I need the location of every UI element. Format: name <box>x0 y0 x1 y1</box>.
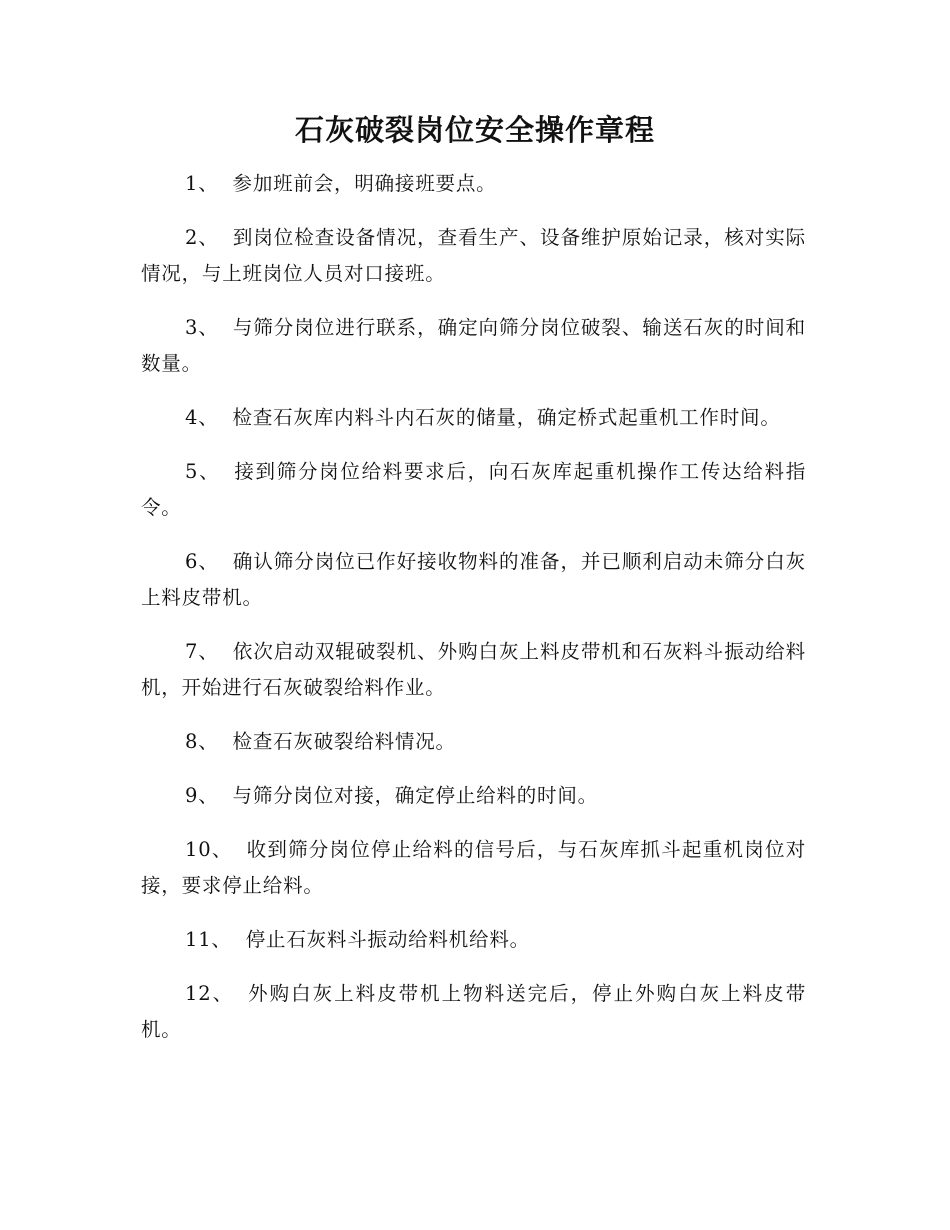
item-text: 依次启动双辊破裂机、外购白灰上料皮带机和石灰料斗振动给料机，开始进行石灰破裂给料作业。 <box>141 640 806 699</box>
list-item <box>141 544 806 616</box>
list-item <box>141 634 806 706</box>
item-number: 1、 <box>185 172 219 195</box>
item-number: 8、 <box>185 730 219 753</box>
item-text: 接到筛分岗位给料要求后，向石灰库起重机操作工传达给料指令。 <box>141 460 806 519</box>
list-item <box>141 778 806 814</box>
item-number: 6、 <box>185 550 219 573</box>
item-text: 收到筛分岗位停止给料的信号后，与石灰库抓斗起重机岗位对接，要求停止给料。 <box>141 838 806 897</box>
item-number: 9、 <box>185 784 219 807</box>
item-text: 与筛分岗位进行联系，确定向筛分岗位破裂、输送石灰的时间和数量。 <box>141 316 806 375</box>
item-number: 10、 <box>185 838 233 861</box>
item-number: 2、 <box>185 226 219 249</box>
item-text: 与筛分岗位对接，确定停止给料的时间。 <box>232 784 598 807</box>
procedure-list <box>141 166 806 1066</box>
item-text: 参加班前会，明确接班要点。 <box>232 172 497 195</box>
item-text: 检查石灰库内料斗内石灰的储量，确定桥式起重机工作时间。 <box>232 406 781 429</box>
list-item <box>141 832 806 904</box>
list-item <box>141 454 806 526</box>
list-item <box>141 310 806 382</box>
item-text: 外购白灰上料皮带机上物料送完后，停止外购白灰上料皮带机。 <box>141 982 806 1041</box>
list-item <box>141 922 806 958</box>
document-title: 石灰破裂岗位安全操作章程 <box>294 113 655 147</box>
item-number: 12、 <box>185 982 235 1005</box>
item-text: 检查石灰破裂给料情况。 <box>232 730 456 753</box>
item-number: 3、 <box>185 316 219 339</box>
item-number: 4、 <box>185 406 219 429</box>
item-number: 7、 <box>185 640 219 663</box>
list-item <box>141 166 806 202</box>
list-item <box>141 976 806 1048</box>
item-text: 确认筛分岗位已作好接收物料的准备，并已顺利启动未筛分白灰上料皮带机。 <box>141 550 806 609</box>
item-number: 11、 <box>185 928 232 951</box>
list-item <box>141 220 806 292</box>
list-item <box>141 724 806 760</box>
item-number: 5、 <box>185 460 221 483</box>
list-item <box>141 400 806 436</box>
item-text: 停止石灰料斗振动给料机给料。 <box>245 928 530 951</box>
item-text: 到岗位检查设备情况，查看生产、设备维护原始记录，核对实际情况，与上班岗位人员对口接班。 <box>141 226 806 285</box>
